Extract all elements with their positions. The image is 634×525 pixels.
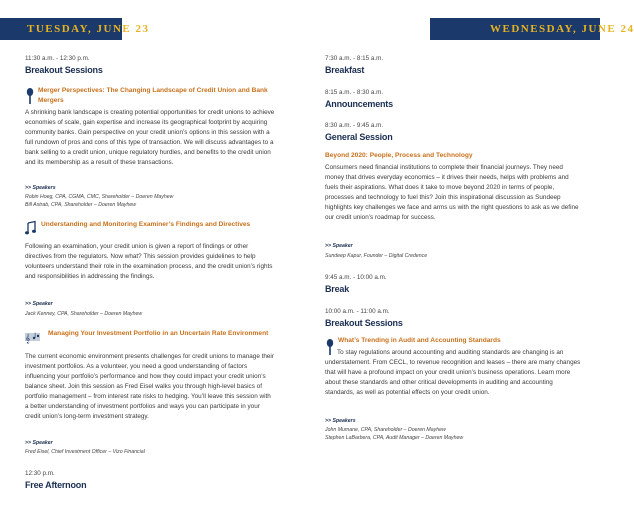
session-time: 11:30 a.m. - 12:30 p.m. (25, 55, 90, 62)
presentation-description: Consumers need financial institutions to complete their financial journeys. They need money that drives everyday economics – it drives their needs, helps with problems and fuels their aspirations. What does it take to move beyond 2020 in terms of people, processes and technology to fuel this? Join this inspirational discussion as Sundeep highlights key challenges we face and arms us with the right questions to ask as we define our credit union’s roadmap for success. (325, 164, 579, 221)
speakers-label: >> Speakers (325, 418, 356, 424)
session-time: 8:30 a.m. - 9:45 a.m. (325, 122, 384, 129)
speakers-label: >> Speaker (25, 440, 53, 446)
music-note-icon (25, 221, 36, 235)
presentation-description: A shrinking bank landscape is creating potential opportunities for credit unions to achieve economies of scale, gain expertise and increase its geographical footprint by acquiring community banks. Gain perspective on your credit union’s options in this session with a full rundown of pros and cons of this type of transaction. We will discuss advantages to a bank selling to a credit union, unique regulatory hurdles, and benefits to the credit union and its membership as a result of these transactions. (25, 109, 275, 166)
presentation-title: Understanding and Monitoring Examiner’s Findings and Directives (41, 221, 251, 228)
sheet-music-icon (25, 331, 40, 343)
svg-text:𝄞: 𝄞 (25, 334, 31, 344)
speakers-label: >> Speakers (25, 185, 56, 191)
speakers-label: >> Speaker (25, 301, 53, 307)
session-title: General Session (325, 132, 393, 142)
session-time: 12:30 p.m. (25, 470, 55, 477)
speaker-name: Robin Hoeg, CPA, CGMA, CMC, Shareholder – Doeren Mayhew (25, 194, 174, 200)
day-banner-tuesday: TUESDAY, JUNE 23 (0, 18, 122, 40)
microphone-icon (26, 88, 34, 104)
session-title: Breakout Sessions (325, 318, 403, 328)
speaker-name: Stephen LaBarbera, CPA, Audit Manager – Doeren Mayhew (325, 435, 464, 441)
presentation-title: What’s Trending in Audit and Accounting Standards (338, 337, 501, 344)
speakers-label: >> Speaker (325, 243, 353, 249)
speaker-name: Fred Eisel, Chief Investment Officer – Vizo Financial (25, 449, 145, 455)
presentation-title: Managing Your Investment Portfolio in an Uncertain Rate Environment (48, 330, 269, 337)
session-time: 9:45 a.m. - 10:00 a.m. (325, 274, 387, 281)
session-title: Breakout Sessions (25, 65, 103, 75)
session-time: 7:30 a.m. - 8:15 a.m. (325, 55, 384, 62)
session-time: 8:15 a.m. - 8:30 a.m. (325, 89, 384, 96)
day-banner-wednesday: WEDNESDAY, JUNE 24 (430, 18, 600, 40)
presentation-description: To stay regulations around accounting and auditing standards are changing is an understatement. From CECL, to revenue recognition and leases – there are many changes that will have a profound impact on your credit union’s business operations. Learn more about these standards and other critical developments in auditing and accounting standards, as well as potential effects on your credit union. (325, 349, 581, 396)
speaker-name: Jack Kenney, CPA, Shareholder – Doeren Mayhew (25, 311, 143, 317)
session-title: Breakfast (325, 65, 365, 75)
speaker-name: Bill Astrab, CPA, Shareholder – Doeren Mayhew (25, 202, 137, 208)
presentation-title: Merger Perspectives: The Changing Landscape of Credit Union and Bank Mergers (38, 87, 268, 104)
presentation-title: Beyond 2020: People, Process and Technology (325, 152, 473, 159)
session-title: Free Afternoon (25, 480, 87, 490)
speaker-name: John Mumane, CPA, Shareholder – Doeren Mayhew (325, 427, 446, 433)
presentation-description: Following an examination, your credit union is given a report of findings or other directives from the regulators. Now what? This session provides guidelines to help volunteers understand their role in the examination process, and the credit union’s rights and responsibilities in addressing the findings. (25, 243, 273, 280)
session-title: Announcements (325, 99, 393, 109)
session-time: 10:00 a.m. - 11:00 a.m. (325, 308, 390, 315)
presentation-description: The current economic environment presents challenges for credit unions to manage their investment portfolios. As a volunteer, you need a good understanding of factors influencing your portfolio’s performance and how they could impact your credit union’s balance sheet. Join this session as Fred Eisel walks you through high-level basics of portfolio management – from interest rate risks to hedging. You’ll leave this session with a better understanding of investment portfolios and ways you can participate in your credit union’s long-term investment strategy. (25, 353, 274, 420)
speaker-name: Sundeep Kapur, Founder – Digital Credence (325, 253, 428, 259)
session-title: Break (325, 284, 350, 294)
